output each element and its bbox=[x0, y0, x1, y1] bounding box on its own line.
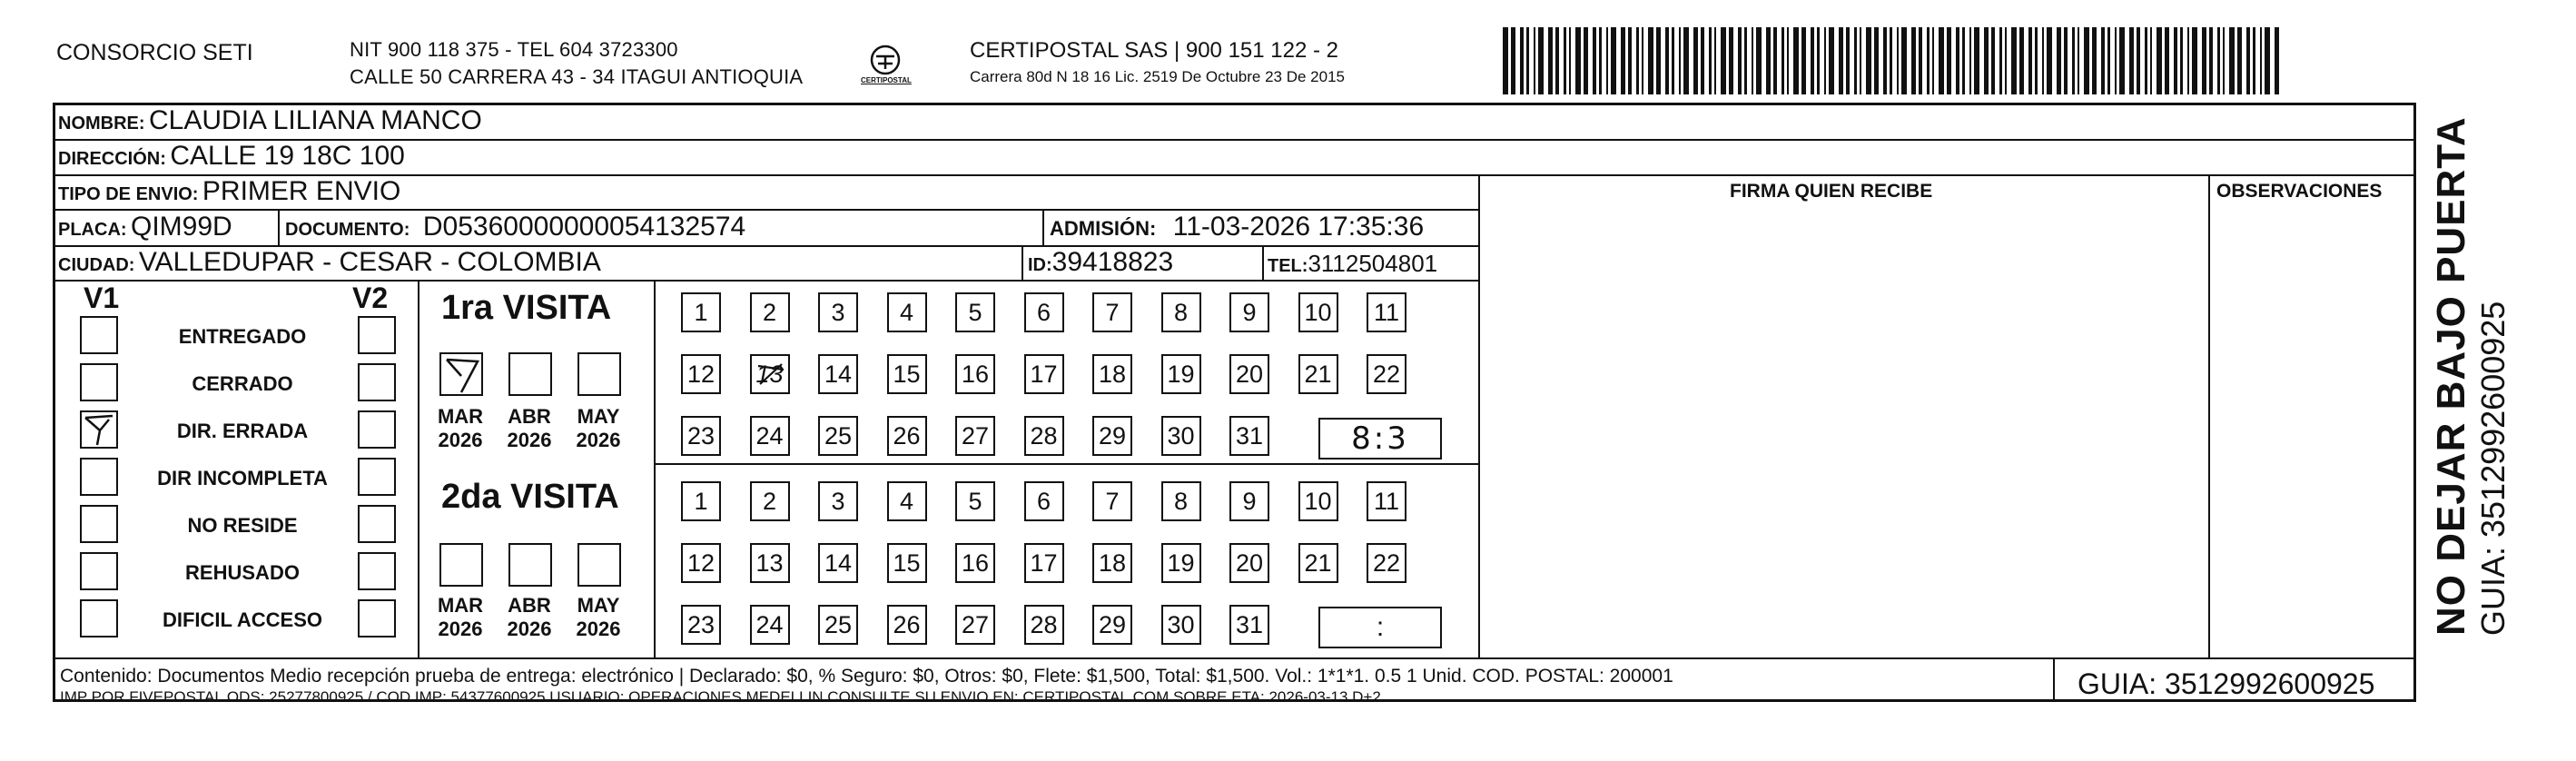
v2-checkbox-0[interactable] bbox=[358, 316, 396, 354]
visit1-day-7[interactable] bbox=[1092, 292, 1132, 332]
visit2-day-25[interactable] bbox=[818, 605, 858, 645]
status-label-2: DIR. ERRADA bbox=[176, 420, 309, 442]
nombre-row bbox=[58, 105, 482, 136]
visit1-day-18[interactable] bbox=[1092, 354, 1132, 394]
visit1-day-1[interactable] bbox=[681, 292, 721, 332]
v1-checkbox-2[interactable] bbox=[80, 410, 118, 449]
visit2-day-number: 16 bbox=[961, 549, 990, 577]
certipostal-nit: CERTIPOSTAL SAS | 900 151 122 - 2 bbox=[970, 38, 1338, 63]
visit2-day-11[interactable] bbox=[1367, 481, 1406, 521]
v2-checkbox-3[interactable] bbox=[358, 458, 396, 496]
visit2-day-number: 11 bbox=[1373, 487, 1400, 515]
visit1-month-name: MAY bbox=[577, 405, 620, 428]
status-label-1: CERRADO bbox=[192, 372, 293, 395]
visit2-day-number: 15 bbox=[893, 549, 921, 577]
tel-value: 3112504801 bbox=[1308, 250, 1438, 277]
visit1-month-label-mar bbox=[429, 405, 492, 452]
visit1-day-28[interactable] bbox=[1024, 416, 1064, 456]
visit1-day-10[interactable] bbox=[1298, 292, 1338, 332]
visit2-day-5[interactable] bbox=[955, 481, 995, 521]
visit1-day-number: 19 bbox=[1167, 360, 1195, 388]
visit1-day-number: 14 bbox=[824, 360, 853, 388]
logo-text: CERTIPOSTAL bbox=[861, 76, 912, 84]
visit2-day-number: 7 bbox=[1105, 487, 1120, 515]
status-label-0: ENTREGADO bbox=[178, 325, 307, 348]
visit2-day-number: 20 bbox=[1235, 549, 1264, 577]
status-label-5: REHUSADO bbox=[185, 561, 300, 584]
visit1-day-number: 23 bbox=[686, 421, 716, 450]
no-dejar-bajo-puerta: NO DEJAR BAJO PUERTA bbox=[2429, 116, 2473, 636]
direccion-row bbox=[58, 141, 405, 172]
visit1-day-5[interactable] bbox=[955, 292, 995, 332]
visit1-day-number: 13 bbox=[755, 360, 784, 388]
visit1-day-17[interactable] bbox=[1024, 354, 1064, 394]
visit1-day-number: 24 bbox=[755, 421, 784, 450]
visit1-day-27[interactable] bbox=[955, 416, 995, 456]
visit2-day-4[interactable] bbox=[887, 481, 927, 521]
visit2-day-10[interactable] bbox=[1298, 481, 1338, 521]
visit1-day-number: 18 bbox=[1098, 360, 1127, 388]
visit2-day-number: 29 bbox=[1098, 610, 1127, 638]
tel-label: TEL: bbox=[1268, 256, 1308, 276]
visit2-day-number: 4 bbox=[899, 487, 914, 515]
visit2-day-number: 13 bbox=[755, 549, 784, 577]
visit1-day-number: 22 bbox=[1372, 360, 1401, 388]
visit2-day-number: 2 bbox=[762, 487, 777, 515]
visit2-day-number: 3 bbox=[831, 487, 845, 515]
documento-value: D05360000000054132574 bbox=[422, 212, 746, 242]
visit1-day-number: 28 bbox=[1030, 421, 1058, 450]
visit1-day-16[interactable] bbox=[955, 354, 995, 394]
visit2-day-number: 19 bbox=[1167, 549, 1195, 577]
hand-check-icon bbox=[82, 412, 118, 449]
visit1-month-box-may[interactable] bbox=[577, 352, 621, 396]
visit2-day-number: 24 bbox=[755, 610, 784, 638]
visit1-day-2[interactable] bbox=[750, 292, 790, 332]
v2-checkbox-2[interactable] bbox=[358, 410, 396, 449]
visit1-month-year: 2026 bbox=[576, 429, 621, 451]
certipostal-logo bbox=[854, 40, 917, 94]
visit2-month-name: ABR bbox=[508, 594, 551, 617]
visit1-day-number: 11 bbox=[1373, 298, 1400, 326]
footer-contenido: Contenido: Documentos Medio recepción prueba de entrega: electrónico | Declarado: $0, % Seguro: $0, Otros: $0, Flete: $1,500, Total: $1,500. Vol.: 1*1*1. 0.5 1 Unid. COD. POSTAL: 200001 bbox=[60, 666, 1673, 687]
visit1-day-11[interactable] bbox=[1367, 292, 1406, 332]
id-value: 39418823 bbox=[1051, 247, 1174, 277]
visit1-day-number: 6 bbox=[1036, 298, 1051, 326]
visit2-month-year: 2026 bbox=[507, 618, 552, 640]
visit1-day-number: 27 bbox=[961, 421, 990, 450]
visit1-day-15[interactable] bbox=[887, 354, 927, 394]
footer-imp: IMP POR FIVEPOSTAL ODS: 25277800925 / COD.IMP: 54377600925 USUARIO: OPERACIONES MEDELLIN CONSULTE SU ENVIO EN: CERTIPOSTAL.COM SOBRE ETA: 2026-03-13 D+2 bbox=[60, 688, 1381, 706]
visit1-day-number: 17 bbox=[1030, 360, 1058, 388]
visit2-day-24[interactable] bbox=[750, 605, 790, 645]
nit-tel: NIT 900 118 375 - TEL 604 3723300 bbox=[350, 38, 678, 61]
visit1-day-number: 31 bbox=[1235, 421, 1264, 450]
visit2-time-value: : bbox=[1376, 612, 1385, 642]
visit2-month-box-abr[interactable] bbox=[508, 543, 552, 587]
barcode-icon bbox=[1503, 27, 2284, 94]
visit2-day-6[interactable] bbox=[1024, 481, 1064, 521]
status-label-3: DIR INCOMPLETA bbox=[157, 467, 328, 489]
visit2-day-28[interactable] bbox=[1024, 605, 1064, 645]
visit2-month-name: MAY bbox=[577, 594, 620, 617]
hand-mark-icon bbox=[441, 354, 483, 396]
visit1-day-number: 8 bbox=[1173, 298, 1189, 326]
visit2-title: 2da VISITA bbox=[441, 478, 619, 516]
visit2-month-year: 2026 bbox=[438, 618, 483, 640]
visit1-day-26[interactable] bbox=[887, 416, 927, 456]
id-label: ID: bbox=[1028, 255, 1052, 275]
visit1-day-number: 26 bbox=[893, 421, 921, 450]
visit2-day-22[interactable] bbox=[1367, 543, 1406, 583]
visit1-month-box-abr[interactable] bbox=[508, 352, 552, 396]
visit2-day-number: 30 bbox=[1167, 610, 1195, 638]
ciudad-row bbox=[58, 247, 601, 278]
visit1-day-4[interactable] bbox=[887, 292, 927, 332]
visit2-month-year: 2026 bbox=[576, 618, 621, 640]
id-row bbox=[1028, 247, 1173, 278]
visit2-day-3[interactable] bbox=[818, 481, 858, 521]
visit1-day-20[interactable] bbox=[1229, 354, 1269, 394]
visit1-month-box-mar[interactable] bbox=[439, 352, 483, 396]
visit2-month-name: MAR bbox=[437, 594, 484, 617]
visit1-month-year: 2026 bbox=[438, 429, 483, 451]
visit2-day-number: 28 bbox=[1030, 610, 1058, 638]
visit2-day-number: 27 bbox=[961, 610, 990, 638]
visit2-day-number: 6 bbox=[1036, 487, 1051, 515]
visit1-month-name: MAR bbox=[437, 405, 484, 428]
visit2-day-26[interactable] bbox=[887, 605, 927, 645]
visit2-day-number: 10 bbox=[1304, 487, 1332, 515]
logo-icon bbox=[854, 40, 917, 94]
visit1-day-24[interactable] bbox=[750, 416, 790, 456]
visit2-day-20[interactable] bbox=[1229, 543, 1269, 583]
visit1-day-9[interactable] bbox=[1229, 292, 1269, 332]
visit1-day-number: 3 bbox=[831, 298, 845, 326]
visit2-day-18[interactable] bbox=[1092, 543, 1132, 583]
visit1-day-6[interactable] bbox=[1024, 292, 1064, 332]
visit2-day-14[interactable] bbox=[818, 543, 858, 583]
visit1-day-number: 25 bbox=[824, 421, 853, 450]
visit2-day-1[interactable] bbox=[681, 481, 721, 521]
v2-checkbox-1[interactable] bbox=[358, 363, 396, 401]
visit1-day-29[interactable] bbox=[1092, 416, 1132, 456]
visit2-day-number: 8 bbox=[1173, 487, 1189, 515]
visit2-day-23[interactable] bbox=[681, 605, 721, 645]
visit1-day-number: 21 bbox=[1304, 360, 1332, 388]
visit2-day-number: 9 bbox=[1242, 487, 1257, 515]
visit1-day-19[interactable] bbox=[1161, 354, 1201, 394]
visit2-month-box-mar[interactable] bbox=[439, 543, 483, 587]
tipo-envio-row bbox=[58, 176, 400, 207]
direccion-value: CALLE 19 18C 100 bbox=[170, 141, 405, 171]
visit2-day-15[interactable] bbox=[887, 543, 927, 583]
v1-checkbox-4[interactable] bbox=[80, 505, 118, 543]
v1-checkbox-6[interactable] bbox=[80, 599, 118, 637]
visit1-day-21[interactable] bbox=[1298, 354, 1338, 394]
v2-header: V2 bbox=[352, 282, 389, 314]
status-label-6: DIFICIL ACCESO bbox=[162, 608, 322, 631]
v2-checkbox-6[interactable] bbox=[358, 599, 396, 637]
visit2-day-13[interactable] bbox=[750, 543, 790, 583]
nombre-label: NOMBRE: bbox=[58, 114, 145, 133]
visit1-day-number: 5 bbox=[968, 298, 982, 326]
visit1-day-number: 12 bbox=[686, 360, 716, 388]
visit2-day-number: 21 bbox=[1304, 549, 1332, 577]
visit1-day-number: 1 bbox=[694, 298, 708, 326]
visit2-day-16[interactable] bbox=[955, 543, 995, 583]
v1-checkbox-0[interactable] bbox=[80, 316, 118, 354]
visit2-day-number: 31 bbox=[1235, 610, 1264, 638]
firma-header: FIRMA QUIEN RECIBE bbox=[1730, 181, 1933, 202]
visit1-day-number: 4 bbox=[899, 298, 914, 326]
visit2-month-label-abr bbox=[498, 594, 561, 641]
visit1-day-13[interactable] bbox=[750, 354, 790, 394]
visit2-day-9[interactable] bbox=[1229, 481, 1269, 521]
visit1-month-label-abr bbox=[498, 405, 561, 452]
visit1-day-number: 30 bbox=[1167, 421, 1195, 450]
visit1-day-25[interactable] bbox=[818, 416, 858, 456]
visit1-day-number: 20 bbox=[1235, 360, 1264, 388]
visit1-month-label-may bbox=[567, 405, 630, 452]
ciudad-value: VALLEDUPAR - CESAR - COLOMBIA bbox=[138, 247, 601, 277]
visit2-day-number: 5 bbox=[968, 487, 982, 515]
v1-checkbox-1[interactable] bbox=[80, 363, 118, 401]
visit1-day-30[interactable] bbox=[1161, 416, 1201, 456]
strike-mark-icon bbox=[753, 357, 789, 393]
placa-label: PLACA: bbox=[58, 220, 127, 240]
certipostal-licence: Carrera 80d N 18 16 Lic. 2519 De Octubre 23 De 2015 bbox=[970, 68, 1345, 85]
visit2-day-number: 22 bbox=[1372, 549, 1401, 577]
visit1-day-number: 2 bbox=[762, 298, 777, 326]
company-address: CALLE 50 CARRERA 43 - 34 ITAGUI ANTIOQUIA bbox=[350, 65, 804, 88]
v2-checkbox-4[interactable] bbox=[358, 505, 396, 543]
visit1-month-name: ABR bbox=[508, 405, 551, 428]
visit2-day-number: 23 bbox=[686, 610, 716, 638]
visit1-time-value: 8:3 bbox=[1351, 420, 1409, 457]
visit1-day-8[interactable] bbox=[1161, 292, 1201, 332]
direccion-label: DIRECCIÓN: bbox=[58, 149, 166, 169]
visit2-day-8[interactable] bbox=[1161, 481, 1201, 521]
visit1-day-number: 7 bbox=[1105, 298, 1120, 326]
visit2-month-box-may[interactable] bbox=[577, 543, 621, 587]
placa-row bbox=[58, 212, 232, 242]
visit2-day-29[interactable] bbox=[1092, 605, 1132, 645]
visit2-day-number: 12 bbox=[686, 549, 716, 577]
visit2-day-31[interactable] bbox=[1229, 605, 1269, 645]
v2-checkbox-5[interactable] bbox=[358, 552, 396, 590]
visit2-day-2[interactable] bbox=[750, 481, 790, 521]
visit1-day-number: 9 bbox=[1242, 298, 1257, 326]
visit1-day-number: 15 bbox=[893, 360, 921, 388]
visit2-day-number: 26 bbox=[893, 610, 921, 638]
v1-checkbox-3[interactable] bbox=[80, 458, 118, 496]
documento-row bbox=[285, 212, 745, 242]
visit2-day-number: 1 bbox=[694, 487, 708, 515]
admision-value: 11-03-2026 17:35:36 bbox=[1172, 212, 1425, 242]
visit2-month-label-may bbox=[567, 594, 630, 641]
footer-guia: GUIA: 3512992600925 bbox=[2078, 667, 2375, 700]
visit2-day-17[interactable] bbox=[1024, 543, 1064, 583]
visit1-day-22[interactable] bbox=[1367, 354, 1406, 394]
visit2-day-12[interactable] bbox=[681, 543, 721, 583]
visit1-time[interactable] bbox=[1318, 418, 1442, 460]
visit1-day-12[interactable] bbox=[681, 354, 721, 394]
visit2-day-19[interactable] bbox=[1161, 543, 1201, 583]
side-title-block bbox=[2429, 116, 2512, 636]
visit1-month-year: 2026 bbox=[507, 429, 552, 451]
visit2-day-21[interactable] bbox=[1298, 543, 1338, 583]
side-guia: GUIA: 3512992600925 bbox=[2474, 301, 2512, 636]
tel-row bbox=[1268, 250, 1437, 278]
tipo-envio-value: PRIMER ENVIO bbox=[202, 176, 401, 206]
documento-label: DOCUMENTO: bbox=[285, 220, 410, 240]
v1-header: V1 bbox=[84, 282, 120, 314]
v1-checkbox-5[interactable] bbox=[80, 552, 118, 590]
status-label-4: NO RESIDE bbox=[187, 514, 298, 537]
visit1-day-3[interactable] bbox=[818, 292, 858, 332]
visit1-day-23[interactable] bbox=[681, 416, 721, 456]
nombre-value: CLAUDIA LILIANA MANCO bbox=[149, 105, 482, 135]
visit1-title: 1ra VISITA bbox=[441, 289, 612, 327]
company-name: CONSORCIO SETI bbox=[56, 40, 253, 65]
visit1-day-number: 16 bbox=[961, 360, 990, 388]
visit1-day-14[interactable] bbox=[818, 354, 858, 394]
visit2-day-7[interactable] bbox=[1092, 481, 1132, 521]
visit2-day-number: 14 bbox=[824, 549, 853, 577]
placa-value: QIM99D bbox=[131, 212, 232, 242]
admision-row bbox=[1050, 212, 1424, 242]
visit1-day-number: 29 bbox=[1098, 421, 1127, 450]
visit2-time[interactable] bbox=[1318, 607, 1442, 648]
visit2-day-number: 18 bbox=[1098, 549, 1127, 577]
ciudad-label: CIUDAD: bbox=[58, 255, 135, 275]
visit2-day-number: 25 bbox=[824, 610, 853, 638]
visit1-day-31[interactable] bbox=[1229, 416, 1269, 456]
visit2-day-30[interactable] bbox=[1161, 605, 1201, 645]
visit2-month-label-mar bbox=[429, 594, 492, 641]
visit2-day-number: 17 bbox=[1030, 549, 1058, 577]
tipo-envio-label: TIPO DE ENVIO: bbox=[58, 184, 199, 204]
observaciones-header: OBSERVACIONES bbox=[2216, 181, 2383, 202]
visit1-day-number: 10 bbox=[1304, 298, 1332, 326]
admision-label: ADMISIÓN: bbox=[1050, 217, 1157, 240]
visit2-day-27[interactable] bbox=[955, 605, 995, 645]
